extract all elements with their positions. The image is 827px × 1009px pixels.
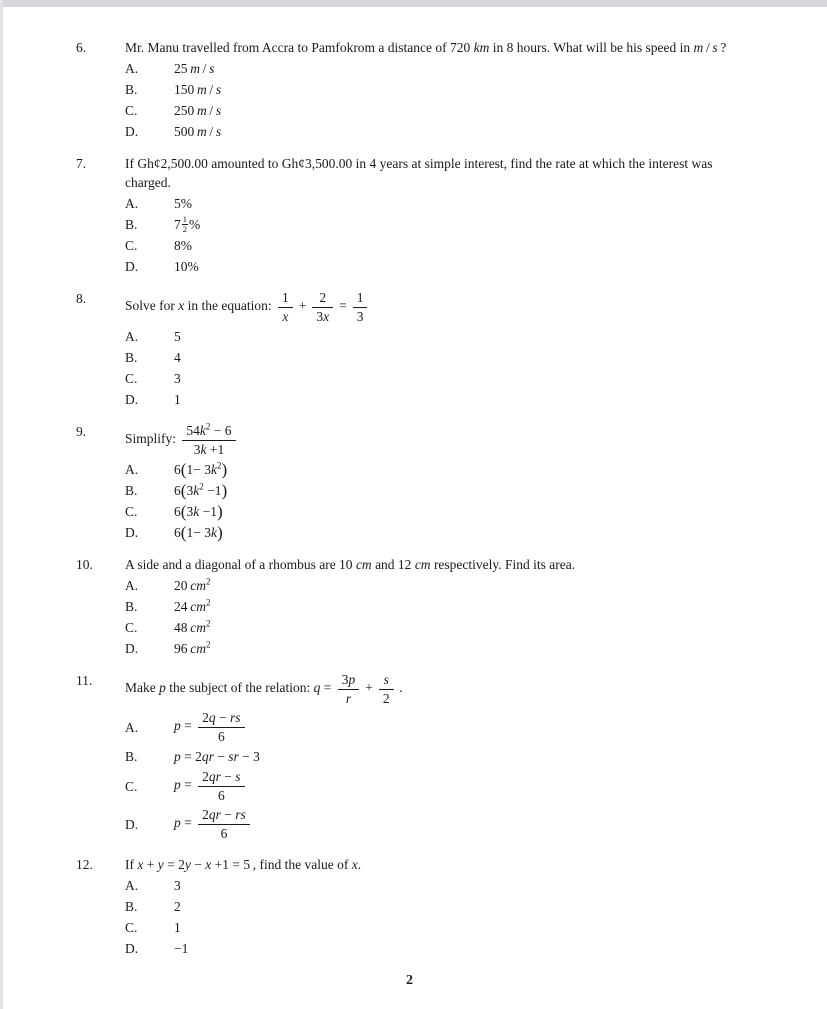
- option-row: [125, 326, 743, 347]
- option-value: p = $\frac{2qr - rs}{6}$: [174, 806, 743, 842]
- option-label: D.: [125, 392, 139, 408]
- option-value: $6(3k^2 -1)$: [174, 481, 228, 501]
- option-value: 4: [174, 350, 181, 366]
- option-row: [125, 746, 743, 767]
- option-label: B.: [125, 82, 138, 97]
- option-row: [125, 214, 743, 235]
- options-list: [125, 193, 743, 277]
- options-list: [125, 459, 743, 543]
- option-value: 500 m / s: [174, 124, 222, 139]
- option-value: 5%: [174, 196, 192, 211]
- option-value: 96 $cm^2$: [174, 639, 211, 657]
- options-list: [125, 708, 743, 843]
- option-label: B.: [125, 217, 138, 232]
- option-row: [125, 596, 743, 617]
- option-row: [125, 805, 743, 843]
- option-row: [125, 575, 743, 596]
- question: [76, 38, 743, 142]
- question-prompt: Simplify: $\frac{54k^2 - 6}{3k +1}$: [125, 422, 743, 458]
- option-label: D.: [125, 941, 139, 957]
- option-row: [125, 708, 743, 746]
- question-prompt: Solve for x in the equation: $\frac{1}{x}$ + $\frac{2}{3x}$ = $\frac{1}{3}$: [125, 289, 743, 325]
- options-list: [125, 875, 743, 959]
- question-prompt: Make p the subject of the relation: q = $\frac{3p}{r}$ + $\frac{s}{2}$ .: [125, 672, 403, 706]
- option-value: 48 $cm^2$: [174, 618, 211, 636]
- question-number: 12.: [76, 857, 93, 873]
- option-row: [125, 389, 743, 410]
- option-label: C.: [125, 620, 138, 636]
- option-label: A.: [125, 196, 139, 211]
- option-value: 5: [174, 329, 181, 345]
- option-label: A.: [125, 329, 139, 345]
- option-label: D.: [125, 641, 139, 657]
- question: [76, 555, 743, 659]
- option-value: 1: [174, 392, 181, 408]
- option-value: 10%: [174, 259, 199, 274]
- page-number: 2: [406, 973, 413, 989]
- option-row: [125, 368, 743, 389]
- question-prompt: Mr. Manu travelled from Accra to Pamfokrom a distance of 720 km in 8 hours. What will be his speed in m / s ?: [125, 40, 727, 55]
- option-value: 3: [174, 878, 181, 894]
- option-row: [125, 459, 743, 480]
- question: [76, 422, 743, 543]
- option-row: [125, 121, 743, 142]
- option-value: 250 m / s: [174, 103, 222, 118]
- option-value: 8%: [174, 238, 192, 253]
- option-value: 6(3k −1): [174, 502, 223, 522]
- scan-edge-top: [0, 0, 827, 7]
- option-label: A.: [125, 878, 139, 894]
- option-label: A.: [125, 61, 139, 76]
- option-row: [125, 638, 743, 659]
- option-label: C.: [125, 238, 138, 253]
- option-label: C.: [125, 504, 138, 520]
- option-value: 1: [174, 920, 181, 936]
- option-value: $6(1- 3k^2)$: [174, 460, 228, 480]
- option-row: [125, 235, 743, 256]
- question-prompt: If x + y = 2y − x +1 = 5 , find the value of x.: [125, 857, 362, 873]
- options-list: [125, 58, 743, 142]
- question-prompt: If Gh¢2,500.00 amounted to Gh¢3,500.00 in 4 years at simple interest, find the rate at which the interest was charged.: [125, 156, 713, 190]
- option-value: 150 m / s: [174, 82, 222, 97]
- option-value: 20 $cm^2$: [174, 576, 211, 594]
- option-row: [125, 617, 743, 638]
- option-value: p = $\frac{2q - rs}{6}$: [174, 709, 743, 745]
- option-row: [125, 896, 743, 917]
- option-value: 2: [174, 899, 181, 915]
- option-row: [125, 58, 743, 79]
- question: [76, 289, 743, 410]
- question-number: 6.: [76, 40, 87, 55]
- question-number: 9.: [76, 424, 87, 440]
- option-label: C.: [125, 920, 138, 936]
- question: [76, 855, 743, 959]
- option-value: p = 2qr − sr − 3: [174, 749, 260, 765]
- option-label: B.: [125, 483, 138, 499]
- scan-edge-left: [0, 0, 3, 1009]
- question: [76, 154, 743, 277]
- option-row: [125, 501, 743, 522]
- option-value: −1: [174, 941, 189, 957]
- option-label: D.: [125, 259, 139, 274]
- question-number: 11.: [76, 673, 93, 689]
- option-row: [125, 522, 743, 543]
- option-row: [125, 938, 743, 959]
- question-prompt: A side and a diagonal of a rhombus are 10 cm and 12 cm respectively. Find its area.: [125, 557, 576, 573]
- option-label: D.: [125, 124, 139, 139]
- option-label: B.: [125, 899, 138, 915]
- option-row: [125, 193, 743, 214]
- option-row: [125, 347, 743, 368]
- option-value: p = $\frac{2qr - s}{6}$: [174, 768, 743, 804]
- option-label: C.: [125, 371, 138, 387]
- question: [76, 671, 743, 843]
- option-label: B.: [125, 749, 138, 765]
- option-label: B.: [125, 350, 138, 366]
- question-number: 8.: [76, 291, 87, 306]
- question-number: 10.: [76, 557, 93, 573]
- option-label: C.: [125, 103, 138, 118]
- option-row: [125, 79, 743, 100]
- option-value: 3: [174, 371, 181, 387]
- option-label: D.: [125, 816, 139, 832]
- option-label: B.: [125, 599, 138, 615]
- option-row: [125, 917, 743, 938]
- option-label: A.: [125, 719, 139, 735]
- option-value: 25 m / s: [174, 61, 215, 76]
- option-row: [125, 767, 743, 805]
- option-label: C.: [125, 778, 138, 794]
- option-value: 7 $\frac{1}{2}$ %: [174, 214, 201, 234]
- option-label: A.: [125, 578, 139, 594]
- options-list: [125, 326, 743, 410]
- question-list: [76, 38, 743, 959]
- option-row: [125, 256, 743, 277]
- option-row: [125, 875, 743, 896]
- options-list: [125, 575, 743, 659]
- option-label: D.: [125, 525, 139, 541]
- option-value: 6(1− 3k): [174, 523, 223, 543]
- question-number: 7.: [76, 156, 87, 171]
- option-row: [125, 480, 743, 501]
- option-label: A.: [125, 462, 139, 478]
- option-value: 24 $cm^2$: [174, 597, 211, 615]
- option-row: [125, 100, 743, 121]
